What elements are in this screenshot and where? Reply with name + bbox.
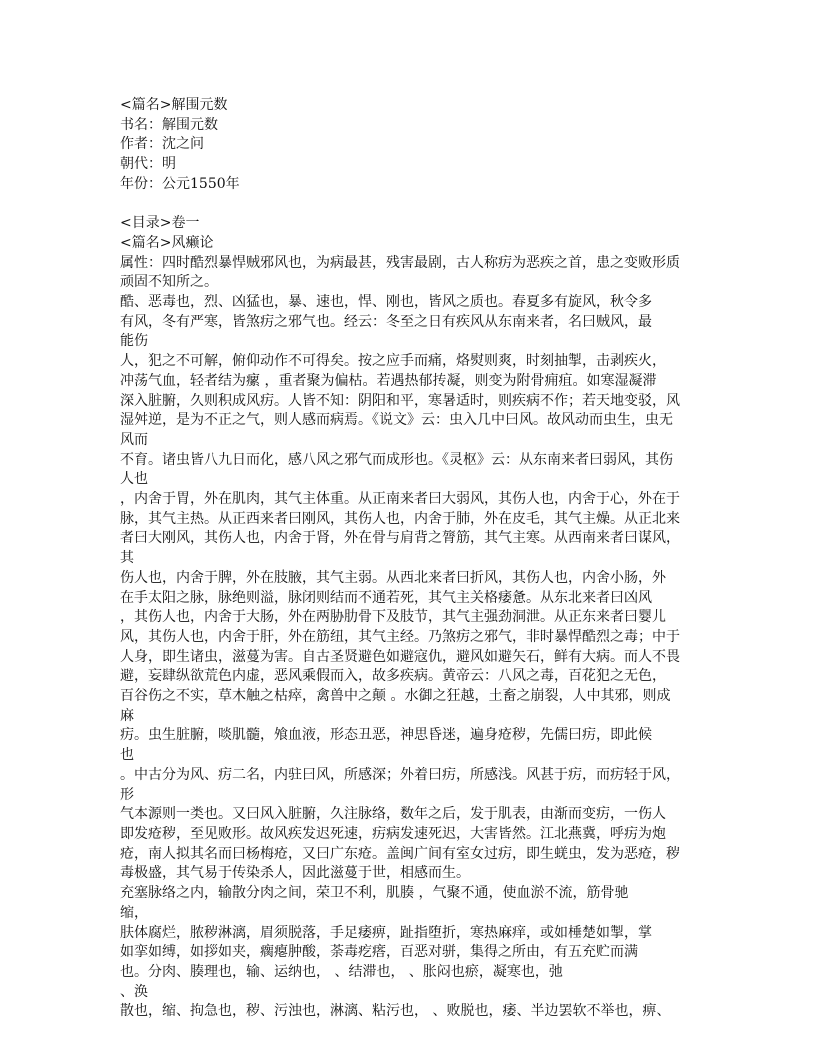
body-line: 风而 [120,431,148,448]
body-line: 散也，缩、拘急也，秽、污浊也，淋漓、粘污也， 、败脱也，痿、半边罢软不举也，痹、 [120,1003,671,1020]
body-line: 人，犯之不可解，俯仰动作不可得矣。按之应手而痛，烙熨则爽，时刻抽掣，击剥疾火， [120,353,666,370]
body-line: 人身，即生诸虫，滋蔓为害。自古圣贤避色如避寇仇，避风如避矢石，鲜有大病。而人不畏 [120,648,680,665]
body-line: ，内舍于胃，外在肌肉，其气主体重。从正南来者曰大弱风，其伤人也，内舍于心，外在于 [120,491,680,508]
body-line: 酷、恶毒也，烈、凶猛也，暴、速也，悍、刚也，皆风之质也。春夏多有旋风，秋令多 [120,294,652,311]
body-line: 湿舛逆，是为不正之气，则人感而病焉。《说文》云：虫入几中曰风。故风动而虫生，虫无 [120,412,673,429]
header-piece-title: <篇名>解围元数 [120,97,228,113]
body-line: 肤体腐烂，脓秽淋漓，眉须脱落，手足痿痹，趾指堕折，寒热麻痒，或如棰楚如掣，掌 [120,924,652,941]
body-line: 顽固不知所之。 [120,274,218,291]
body-line: 毒极盛，其气易于传染杀人，因此滋蔓于世，相感而生。 [120,865,470,882]
body-line: 在手太阳之脉，脉绝则溢，脉闭则结而不通若死，其气主关格痿惫。从东北来者曰凶风 [120,589,652,606]
document-page [120,96,690,1022]
body-line: 气本源则一类也。又曰风入脏腑，久注脉络，数年之后，发于肌表，由渐而变疠，一伤人 [120,806,666,823]
body-line: 也 [120,747,134,764]
header-year: 年份：公元1550年 [120,175,240,192]
body-line: 充塞脉络之内，输散分肉之间，荣卫不利，肌腠 ，气聚不通，使血淤不流，筋骨驰 [120,885,629,902]
body-line: 属性：四时酷烈暴悍贼邪风也，为病最甚，残害最剧，古人称疠为恶疾之首，患之变败形质 [120,254,680,271]
body-line: 疮，南人拟其名而曰杨梅疮，又曰广东疮。盖闽广间有室女过疠，即生蜣虫，发为恶疮，秽 [120,845,680,862]
body-line: 深入脏腑，久则积成风疠。人皆不知：阴阳和平，寒暑适时，则疾病不作；若天地变驳，风 [120,392,680,409]
body-line: 风，其伤人也，内舍于肝，外在筋纽，其气主经。乃煞疠之邪气，非时暴悍酷烈之毒；中于 [120,628,680,645]
body-line: 人也 [120,471,148,488]
body-line: 。中古分为风、疠二名，内驻曰风，所感深；外着曰疠，所感浅。风甚于疠，而疠轻于风， [120,766,680,783]
body-line: 也。分肉、腠理也，输、运纳也， 、结滞也， 、胀闷也瘀，凝寒也，弛 [120,963,563,980]
body-line: 避，妄肆纵欲荒色内虚，恶风乘假而入，故多疾病。黄帝云：八风之毒，百花犯之无色， [120,668,666,685]
body-line: 者曰大刚风，其伤人也，内舍于肾，外在骨与肩背之膂筋，其气主寒。从西南来者曰谋风， [120,530,680,547]
header-dynasty: 朝代：明 [120,156,176,173]
body-line: 如挛如缚，如拶如夹，瘸瘪肿酸，荼毒疙瘩，百恶对骈，集得之所由，有五充贮而满 [120,944,638,961]
body-line: 即发疮秽，至见败形。故风疾发迟死速，疠病发速死迟，大害皆然。江北燕冀，呼疠为炮 [120,826,666,842]
body-line: 其 [120,550,134,567]
section-catalog: <目录>卷一 [120,215,200,232]
body-line: 伤人也，内舍于脾，外在肢腋，其气主弱。从西北来者曰折风，其伤人也，内舍小肠，外 [120,569,666,586]
body-line: 缩， [120,904,148,921]
section-piece-title: <篇名>风癞论 [120,234,214,251]
body-line: 形 [120,786,134,803]
body-line: 百谷伤之不实，草木触之枯瘁，禽兽中之颠 。水御之狂越，土畜之崩裂，人中其邪，则成 [120,688,671,705]
body-line: 麻 [120,707,134,724]
body-line: 有风，冬有严寒，皆煞疠之邪气也。经云：冬至之日有疾风从东南来者，名曰贼风，最 [120,313,652,330]
body-line: ，其伤人也，内舍于大肠，外在两胁肋骨下及肢节，其气主强劲洞泄。从正东来者曰婴儿 [120,609,666,626]
header-author: 作者：沈之问 [120,136,204,153]
body-line: 能伤 [120,333,148,350]
body-line: 冲荡气血，轻者结为瘰 ，重者聚为偏枯。若遇热郁抟凝，则变为附骨痈疽。如寒湿凝滞 [120,372,657,389]
body-line: 脉，其气主热。从正西来者曰刚风，其伤人也，内舍于肺，外在皮毛，其气主燥。从正北来 [120,510,680,527]
body-line: 不育。诸虫皆八九日而化，感八风之邪气而成形也。《灵枢》云：从东南来者曰弱风，其伤 [120,451,673,468]
header-book-name: 书名：解围元数 [120,116,218,133]
body-line: 、涣 [120,983,148,1000]
body-text [120,254,690,1022]
body-line: 疠。虫生脏腑，啖肌髓，飧血液，形态丑恶，神思昏迷，遍身疮秽，先儒曰疠，即此候 [120,727,652,744]
spacer [120,195,690,215]
